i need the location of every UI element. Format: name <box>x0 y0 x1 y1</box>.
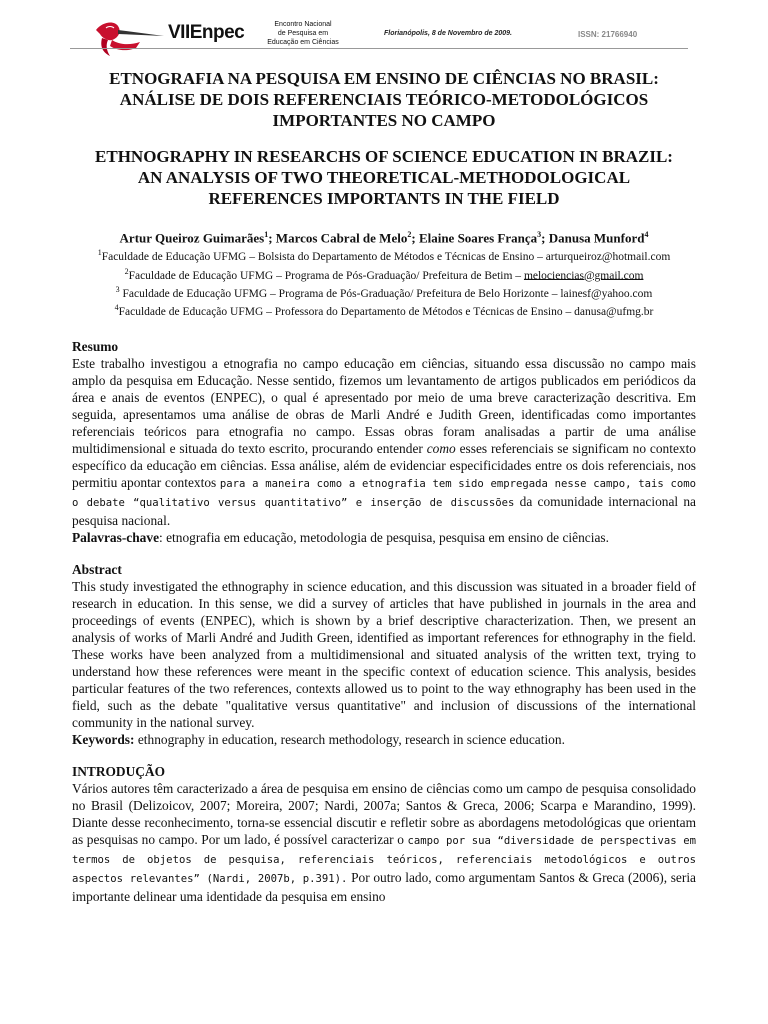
page-header <box>0 0 768 58</box>
title-english <box>72 146 696 209</box>
introducao-heading: INTRODUÇÃO <box>72 763 165 779</box>
affiliation-text: Faculdade de Educação UFMG – Bolsista do Departamento de Métodos e Técnicas de Ensino – arturqueiroz@hotmail.com <box>101 251 671 264</box>
affiliation-text: Faculdade de Educação UFMG – Professora do Departamento de Métodos e Técnicas de Ensino – danusa@ufmg.br <box>118 306 654 319</box>
paper-body <box>72 68 696 905</box>
conference-logo-text: VIIEnpec <box>168 22 245 43</box>
author-name: Danusa Munford <box>548 230 645 246</box>
introducao-paragraph <box>72 780 696 905</box>
author-sup: 4 <box>644 230 649 239</box>
resumo-heading: Resumo <box>72 338 119 354</box>
resumo-text: esses referenciais se significam no contexto específico da educação em ciências. Essa análise, além de evidenciar especificidades entre os dois referenciais, nos permitiu apontar contextos <box>72 440 696 490</box>
author-sup: 2 <box>407 230 412 239</box>
title-line: REFERENCES IMPORTANTS IN THE FIELD <box>208 189 560 208</box>
affiliation-line <box>72 283 696 301</box>
affiliation-sup: 2 <box>124 266 129 276</box>
resumo-text: Este trabalho investigou a etnografia no campo educação em ciências, situando essa discussão no campo mais amplo da pesquisa em Educação. Nesse sentido, fizemos um levantamento de artigos publicados em periódicos da área e anais de eventos (ENPEC), o qual é apresentado por meio de uma breve caracterização descritiva. Em seguida, apresentamos uma análise de obras de Marli André e Judith Green, identificadas como importantes referenciais teóricos para etnografia no campo. Essas obras foram analisadas a partir de uma análise multidimensional e situada do texto escrito, procurando entender <box>72 355 696 456</box>
intro-mono-text: campo por sua “diversidade de perspectivas em termos de objetos de pesquisa, referenciais teóricos, referenciais metodológicos e outros aspectos relevantes” (Nardi, 2007b, p.391). <box>72 834 696 885</box>
palavras-chave-text: : etnografia em educação, metodologia de pesquisa, pesquisa em ensino de ciências. <box>159 529 609 545</box>
resumo-text: da comunidade internacional na pesquisa nacional. <box>72 493 696 528</box>
conference-subtitle <box>258 20 348 47</box>
issn-number: ISSN: 21766940 <box>578 30 638 39</box>
resumo-mono-text: para a maneira como a etnografia tem sido empregada nesse campo, tais como o debate “qualitativo versus quantitativo” e inserção de discussões <box>72 477 696 509</box>
author-name: Elaine Soares França <box>418 230 538 246</box>
affiliation-text: Faculdade de Educação UFMG – Programa de Pós-Graduação/ Prefeitura de Belo Horizonte – lainesf@yahoo.com <box>119 287 653 300</box>
affiliation-line <box>72 301 696 319</box>
conference-subtitle-line: de Pesquisa em <box>277 30 329 37</box>
palavras-chave-label: Palavras-chave <box>72 529 160 545</box>
resumo-italic: como <box>426 440 456 456</box>
title-line: IMPORTANTES NO CAMPO <box>272 111 496 130</box>
conference-subtitle-line: Encontro Nacional <box>274 21 332 28</box>
conference-date: Florianópolis, 8 de Novembro de 2009. <box>384 30 512 37</box>
affiliation-text: Faculdade de Educação UFMG – Programa de Pós-Graduação/ Prefeitura de Betim – <box>128 269 524 282</box>
affiliation-sup: 1 <box>97 248 102 258</box>
email-link[interactable]: melociencias@gmail.com <box>523 269 644 282</box>
keywords-text: ethnography in education, research methodology, research in science education. <box>134 731 565 747</box>
abstract-heading: Abstract <box>72 561 122 577</box>
affiliation-sup: 4 <box>114 303 119 313</box>
author-separator: ; <box>541 230 549 246</box>
author-sup: 3 <box>537 230 542 239</box>
intro-text: Por outro lado, como argumentam Santos & Greca (2006), seria importante delinear uma identidade da pesquisa em ensino <box>72 869 696 904</box>
author-separator: ; <box>268 230 276 246</box>
keywords-label: Keywords: <box>72 731 135 747</box>
enpec-bird-logo-icon <box>88 16 166 58</box>
title-line: ANÁLISE DE DOIS REFERENCIAIS TEÓRICO-METODOLÓGICOS <box>119 90 649 109</box>
title-line: ETHNOGRAPHY IN RESEARCHS OF SCIENCE EDUCATION IN BRAZIL: <box>95 147 673 166</box>
title-portuguese <box>72 68 696 131</box>
palavras-chave <box>72 529 696 546</box>
author-separator: ; <box>411 230 419 246</box>
conference-subtitle-line: Educação em Ciências <box>267 39 339 46</box>
author-name: Marcos Cabral de Melo <box>275 230 408 246</box>
affiliation-line <box>72 265 696 283</box>
header-divider <box>70 48 688 49</box>
affiliation-sup: 3 <box>115 284 120 294</box>
abstract-paragraph: This study investigated the ethnography in science education, and this discussion was situated in a broader field of research in education. In this sense, we did a survey of articles that have published in journals in the area and proceedings of events (ENPEC), which is shown by a brief descriptive characterization. Then, we present an analysis of works of Marli André and Judith Green, identified as important references for ethnography in the field. These works have been analyzed from a multidimensional and situated analysis of the written text, trying to understand how these references were meant in the specific context of education science. This analysis, besides particular features of the two references, contexts allowed us to point to the way ethnography has been used in the field, such as the debate "qualitative versus quantitative" and inclusion of discussions of the international community in the national survey. <box>72 578 696 730</box>
author-list <box>72 227 696 246</box>
author-sup: 1 <box>264 230 269 239</box>
intro-text: Vários autores têm caracterizado a área de pesquisa em ensino de ciências como um campo de pesquisa consolidado no Brasil (Delizoicov, 2007; Moreira, 2007; Nardi, 2007a; Santos & Greca, 2006; Scarpa e Marandino, 1999). Diante desse reconhecimento, torna-se essencial discutir e refletir sobre as abordagens metodológicas que orientam as pesquisas no campo. Por um lado, é possível caracterizar o <box>72 780 696 847</box>
keywords <box>72 731 696 748</box>
resumo-paragraph <box>72 355 696 529</box>
affiliation-line <box>72 246 696 264</box>
title-line: ETNOGRAFIA NA PESQUISA EM ENSINO DE CIÊNCIAS NO BRASIL: <box>109 69 659 88</box>
author-name: Artur Queiroz Guimarães <box>119 230 265 246</box>
title-line: AN ANALYSIS OF TWO THEORETICAL-METHODOLOGICAL <box>137 168 631 187</box>
